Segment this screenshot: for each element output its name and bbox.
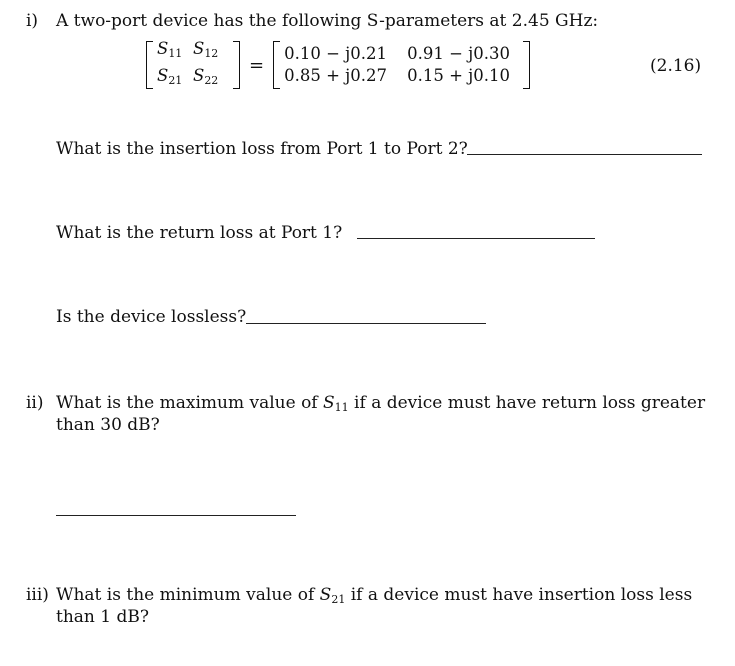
symbol-s12: $S_{12}$ (193, 39, 219, 60)
part-iii-line2: than 1 dB? (56, 607, 149, 627)
question-return-loss: What is the return loss at Port 1? (56, 223, 343, 243)
symbol-matrix-right-bracket (233, 41, 240, 89)
symbol-s11-ref: $S_{11}$ (323, 393, 349, 414)
symbol-s11: $S_{11}$ (157, 39, 183, 60)
part-ii-line1: ii) What is the maximum value of $S_{11}$ if a device must have return loss greater (26, 393, 706, 414)
value-s22: 0.15 + j0.10 (407, 66, 511, 85)
part-iii-label: iii) (26, 585, 49, 605)
part-i-intro (26, 10, 598, 32)
equation-number: (2.16) (650, 56, 702, 76)
symbol-s21: $S_{21}$ (157, 66, 183, 87)
answer-line-part-ii[interactable] (56, 515, 296, 516)
part-i-label: i) (26, 11, 39, 31)
part-i-intro-text: A two-port device has the following S-parameters at 2.45 GHz: (56, 11, 599, 31)
symbol-s22: $S_{22}$ (193, 66, 219, 87)
value-s11: 0.10 − j0.21 (284, 44, 388, 63)
answer-line-insertion-loss[interactable] (467, 154, 702, 155)
question-lossless: Is the device lossless? (56, 307, 247, 327)
answer-line-lossless[interactable] (246, 323, 486, 324)
symbol-matrix (153, 38, 233, 92)
answer-line-return-loss[interactable] (357, 238, 595, 239)
value-s12: 0.91 − j0.30 (407, 44, 511, 63)
part-ii-line2: than 30 dB? (56, 415, 160, 435)
equals-sign: = (249, 54, 265, 76)
part-ii-label: ii) (26, 393, 44, 413)
value-matrix-right-bracket (523, 41, 530, 89)
s-parameter-equation (146, 38, 530, 92)
value-s21: 0.85 + j0.27 (284, 66, 388, 85)
question-insertion-loss: What is the insertion loss from Port 1 to Port 2? (56, 139, 468, 159)
value-matrix-left-bracket (273, 41, 280, 89)
symbol-matrix-left-bracket (146, 41, 153, 89)
value-matrix (280, 43, 523, 87)
part-iii-line1: iii) What is the minimum value of $S_{21}$ if a device must have insertion loss less (26, 585, 693, 606)
symbol-s21-ref: $S_{21}$ (319, 585, 346, 606)
